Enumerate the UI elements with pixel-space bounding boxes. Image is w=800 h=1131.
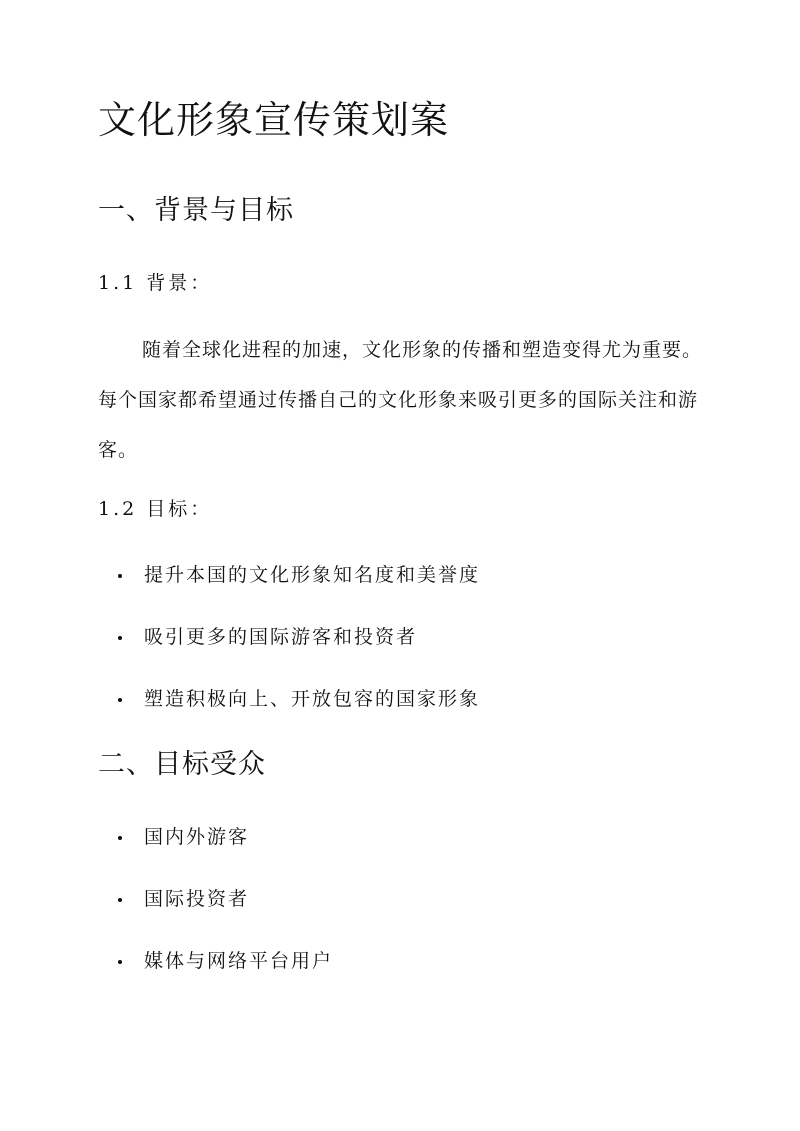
bullet-icon bbox=[118, 898, 122, 902]
subsection-heading-background: 1.1 背景： bbox=[98, 272, 213, 294]
document-title: 文化形象宣传策划案 bbox=[98, 98, 450, 142]
list-item-text: 媒体与网络平台用户 bbox=[144, 950, 334, 972]
subsection-heading-goals: 1.2 目标： bbox=[98, 498, 213, 520]
list-item-text: 提升本国的文化形象知名度和美誉度 bbox=[144, 564, 481, 586]
bullet-icon bbox=[118, 960, 122, 964]
section-heading-target-audience: 二、目标受众 bbox=[98, 749, 266, 780]
bullet-icon bbox=[118, 836, 122, 840]
section-heading-background-goals: 一、背景与目标 bbox=[98, 195, 294, 226]
bullet-icon bbox=[118, 636, 122, 640]
bullet-icon bbox=[118, 574, 122, 578]
background-paragraph: 随着全球化进程的加速，文化形象的传播和塑造变得尤为重要。每个国家都希望通过传播自己的文化形象来吸引更多的国际关注和游客。 bbox=[98, 339, 703, 461]
list-item-text: 塑造积极向上、开放包容的国家形象 bbox=[144, 688, 481, 710]
list-item-text: 国内外游客 bbox=[144, 826, 250, 848]
list-item-text: 国际投资者 bbox=[144, 888, 250, 910]
bullet-icon bbox=[118, 698, 122, 702]
list-item-text: 吸引更多的国际游客和投资者 bbox=[144, 626, 418, 648]
